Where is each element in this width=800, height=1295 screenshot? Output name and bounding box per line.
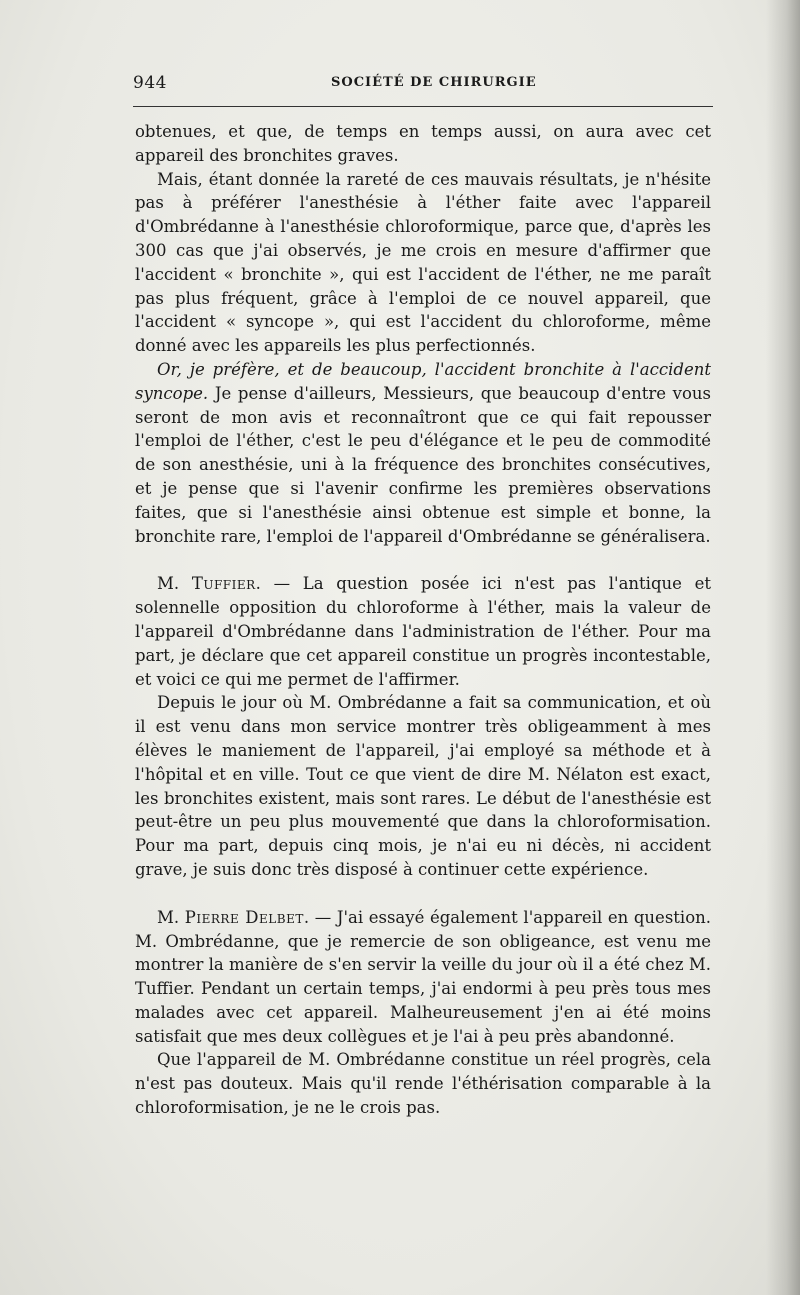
body-text bbox=[135, 120, 711, 1120]
speaker-prefix: M. bbox=[157, 907, 185, 927]
paragraph-rarete bbox=[135, 168, 711, 358]
speaker-name: Tuffier bbox=[191, 574, 256, 594]
page-header bbox=[133, 73, 713, 95]
paragraph-tuffier bbox=[135, 572, 711, 691]
running-title: SOCIÉTÉ DE CHIRURGIE bbox=[331, 75, 537, 90]
paragraph-text: . — J'ai essayé également l'appareil en question. M. Ombrédanne, que je remercie de son obligeance, est venu me montrer la manière de s'en servir la veille du jour où il a été chez M. Tuffier. Pendant un certain temps, j'ai endormi à peu près tous mes malades avec cet appareil. Malheureusement j'en ai été moins satisfait que mes deux collègues et je l'ai à peu près abandonné. bbox=[135, 907, 711, 1046]
page-edge-shadow bbox=[766, 0, 800, 1295]
paragraph-text: obtenues, et que, de temps en temps aussi, on aura avec cet appareil des bronchites graves. bbox=[135, 122, 711, 165]
speaker-name: Pierre Delbet bbox=[184, 907, 304, 927]
speaker-prefix: M. bbox=[157, 574, 192, 594]
italic-statement: Or, je préfère, et de beaucoup, l'accident bronchite à l'accident syncope. bbox=[135, 359, 711, 403]
paragraph-preference bbox=[135, 358, 711, 548]
page-number: 944 bbox=[133, 73, 167, 93]
header-rule bbox=[133, 106, 713, 107]
paragraph-text: . — La question posée ici n'est pas l'antique et solennelle opposition du chloroforme à l'éther, mais la valeur de l'appareil d'Ombrédanne dans l'administration de l'éther. Pour ma part, je déclare que cet appareil constitue un progrès incontestable, et voici ce qui me permet de l'affirmer. bbox=[135, 574, 711, 689]
paragraph-delbet bbox=[135, 906, 711, 1049]
paragraph-text: Mais, étant donnée la rareté de ces mauvais résultats, je n'hésite pas à préférer l'anesthésie à l'éther faite avec l'appareil d'Ombrédanne à l'anesthésie chloroformique, parce que, d'après les 300 cas que j'ai observés, je me crois en mesure d'affirmer que l'accident « bronchite », qui est l'accident de l'éther, ne me paraît pas plus fréquent, grâce à l'emploi de ce nouvel appareil, que l'accident « syncope », qui est l'accident du chloroforme, même donné avec les appareils les plus perfectionnés. bbox=[135, 169, 711, 356]
paragraph-text: Je pense d'ailleurs, Messieurs, que beaucoup d'entre vous seront de mon avis et reconnaîtront que ce qui fait repousser l'emploi de l'éther, c'est le peu d'élégance et le peu de commodité de son anesthésie, uni à la fréquence des bronchites consécutives, et je pense que si l'avenir confirme les premières observations faites, que si l'anesthésie ainsi obtenue est simple et bonne, la bronchite rare, l'emploi de l'appareil d'Ombrédanne se généralisera. bbox=[135, 383, 711, 546]
paragraph-text: Que l'appareil de M. Ombrédanne constitue un réel progrès, cela n'est pas douteux. Mais qu'il rende l'éthérisation comparable à la chloroformisation, je ne le crois pas. bbox=[135, 1050, 711, 1118]
paragraph-tuffier-experience bbox=[135, 691, 711, 881]
paragraph-delbet-conclusion bbox=[135, 1048, 711, 1119]
paragraph-text: Depuis le jour où M. Ombrédanne a fait sa communication, et où il est venu dans mon service montrer très obligeamment à mes élèves le maniement de l'appareil, j'ai employé sa méthode et à l'hôpital et en ville. Tout ce que vient de dire M. Nélaton est exact, les bronchites existent, mais sont rares. Le début de l'anesthésie est peut-être un peu plus mouvementé que dans la chloroformisation. Pour ma part, depuis cinq mois, je n'ai eu ni décès, ni accident grave, je suis donc très disposé à continuer cette expérience. bbox=[135, 693, 711, 879]
paragraph-continuation bbox=[135, 120, 711, 168]
